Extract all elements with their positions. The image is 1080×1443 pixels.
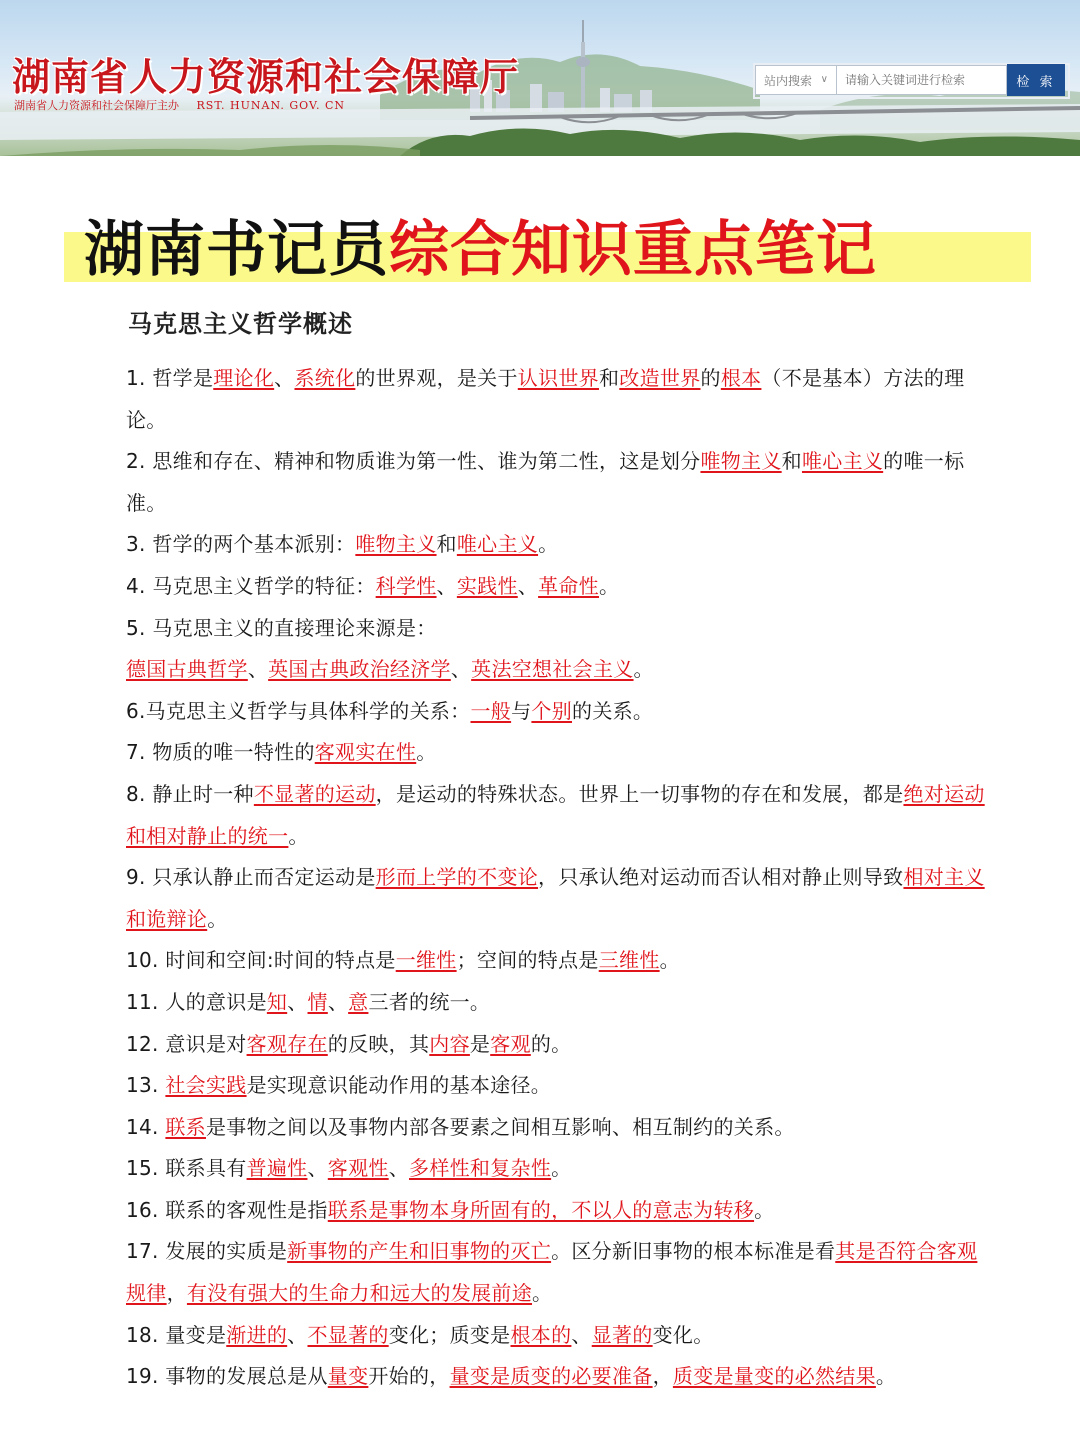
notes-list — [126, 358, 986, 1398]
note-text: 11. 人的意识是 — [126, 989, 267, 1014]
note-item — [126, 774, 986, 857]
note-item — [126, 1148, 986, 1190]
key-term: 改造世界 — [619, 366, 701, 390]
note-text: 、 — [450, 657, 472, 682]
note-text: 1. 哲学是 — [126, 366, 214, 390]
key-term: 个别 — [531, 698, 573, 723]
search-scope-label: 站内搜索 — [764, 73, 813, 88]
note-text: 。 — [754, 1197, 775, 1222]
site-banner — [0, 0, 1080, 156]
note-text: 变化。 — [652, 1322, 714, 1347]
note-text: 的世界观，是关于 — [355, 366, 518, 390]
note-text: 9. 只承认静止而否定运动是 — [126, 865, 376, 890]
note-text: ，是运动的特殊状态。世界上一切事物的存在和发展，都是 — [375, 781, 904, 806]
key-term: 意 — [348, 989, 369, 1014]
key-term: 唯物主义 — [700, 449, 782, 474]
note-text: 、 — [274, 366, 295, 390]
note-text: 变化；质变是 — [388, 1322, 511, 1347]
note-text: 、 — [307, 1156, 328, 1181]
note-text: 、 — [388, 1156, 410, 1181]
key-term: 知 — [266, 989, 288, 1014]
note-text: 的唯一标准。 — [126, 449, 965, 515]
note-text: ，只承认绝对运动而否认相对静止则导致 — [538, 865, 904, 890]
key-term: 不显著的运动 — [253, 781, 376, 806]
note-text: 2. 思维和存在、精神和物质谁为第一性、谁为第二性，这是划分 — [126, 449, 701, 474]
key-term: 量变 — [327, 1364, 369, 1389]
note-text: 10. 时间和空间:时间的特点是 — [126, 948, 396, 973]
note-text: 18. 量变是 — [126, 1322, 227, 1347]
key-term: 有没有强大的生命力和远大的发展前途 — [186, 1281, 533, 1306]
key-term: 绝对运动和相对静止的统一 — [126, 781, 985, 848]
note-text: 、 — [517, 573, 539, 598]
key-term: 多样性和复杂性 — [409, 1156, 552, 1181]
note-text: 和 — [781, 449, 802, 474]
note-text: 和 — [436, 532, 457, 557]
key-term: 认识世界 — [517, 366, 599, 390]
search-input[interactable] — [837, 65, 1007, 95]
note-text: 的。 — [530, 1031, 572, 1056]
key-term: 情 — [307, 989, 328, 1014]
note-text: 5. 马克思主义的直接理论来源是： — [126, 615, 437, 640]
note-item — [126, 524, 986, 566]
note-text: 。区分新旧事物的根本标准是看 — [551, 1239, 836, 1264]
site-subtitle — [14, 97, 345, 113]
note-text: 是事物之间以及事物内部各要素之间相互影响、相互制约的关系。 — [205, 1114, 795, 1139]
note-text: 3. 哲学的两个基本派别： — [126, 532, 356, 557]
key-term: 唯心主义 — [801, 449, 884, 474]
note-text: （不是基本）方法的理论。 — [126, 366, 965, 432]
key-term: 革命性 — [538, 573, 599, 598]
page-title — [84, 210, 877, 290]
note-text: 和 — [598, 366, 620, 390]
note-text: 8. 静止时一种 — [126, 781, 254, 806]
note-item — [126, 691, 986, 733]
note-text: 开始的， — [368, 1364, 450, 1389]
note-text: 16. 联系的客观性是指 — [126, 1197, 328, 1222]
key-term: 一般 — [470, 698, 512, 723]
site-sponsor: 湖南省人力资源和社会保障厅主办 — [14, 99, 179, 112]
note-text: 是 — [469, 1031, 491, 1056]
key-term: 普遍性 — [246, 1156, 308, 1181]
note-text: 。 — [207, 906, 228, 931]
note-text: 4. 马克思主义哲学的特征： — [126, 573, 376, 598]
note-text: 。 — [875, 1364, 897, 1389]
note-text: 、 — [287, 1322, 308, 1347]
note-item — [126, 358, 986, 441]
note-text: 19. 事物的发展总是从 — [126, 1364, 328, 1389]
note-text: 。 — [598, 573, 620, 598]
note-item — [126, 1231, 986, 1314]
page-title-part2: 综合知识重点笔记 — [389, 215, 877, 285]
key-term: 客观实在性 — [314, 740, 417, 765]
key-term: 英法空想社会主义 — [471, 657, 634, 682]
key-term: 三维性 — [598, 948, 660, 973]
key-term: 内容 — [429, 1031, 470, 1056]
note-text: 13. — [126, 1073, 166, 1098]
note-item — [126, 982, 986, 1024]
note-text: 7. 物质的唯一特性的 — [126, 740, 315, 765]
note-text: 。 — [551, 1156, 572, 1181]
key-term: 客观 — [490, 1031, 531, 1056]
key-term: 系统化 — [294, 366, 356, 390]
note-item — [126, 940, 986, 982]
key-term: 科学性 — [375, 573, 437, 598]
key-term: 根本 — [720, 366, 762, 390]
note-text: 。 — [288, 823, 309, 848]
note-text: 的关系。 — [572, 698, 654, 723]
note-item — [126, 1024, 986, 1066]
note-text: 17. 发展的实质是 — [126, 1239, 288, 1264]
key-term: 渐进的 — [226, 1322, 288, 1347]
note-text: 14. — [126, 1114, 166, 1139]
key-term: 其是否符合客观规律 — [126, 1239, 978, 1306]
note-item — [126, 1190, 986, 1232]
note-item — [126, 732, 986, 774]
note-text: 、 — [327, 989, 349, 1014]
search-button[interactable]: 检 索 — [1007, 64, 1065, 96]
section-title: 马克思主义哲学概述 — [128, 310, 353, 338]
note-text: 、 — [571, 1322, 592, 1347]
key-term: 德国古典哲学 — [126, 657, 248, 682]
note-text: 的 — [700, 366, 721, 390]
key-term: 显著的 — [591, 1322, 653, 1347]
site-domain[interactable]: RST. HUNAN. GOV. CN — [196, 99, 346, 112]
note-text: 。 — [659, 948, 680, 973]
note-text: 12. 意识是对 — [126, 1031, 247, 1056]
key-term: 联系是事物本身所固有的，不以人的意志为转移 — [327, 1197, 755, 1222]
key-term: 联系 — [165, 1114, 206, 1139]
key-term: 量变是质变的必要准备 — [449, 1364, 653, 1389]
note-text: 。 — [633, 657, 654, 682]
note-text: 。 — [416, 740, 437, 765]
key-term: 客观性 — [327, 1156, 389, 1181]
note-item — [126, 1065, 986, 1107]
note-text: 15. 联系具有 — [126, 1156, 247, 1181]
site-title[interactable]: 湖南省人力资源和社会保障厅 — [12, 55, 520, 99]
note-text: 6.马克思主义哲学与具体科学的关系： — [126, 698, 471, 723]
note-text: 。 — [538, 532, 559, 557]
note-item — [126, 857, 986, 940]
key-term: 唯物主义 — [355, 532, 437, 557]
note-text: ， — [166, 1281, 187, 1306]
note-item — [126, 1315, 986, 1357]
key-term: 社会实践 — [165, 1073, 247, 1098]
note-text: ；空间的特点是 — [456, 948, 599, 973]
key-term: 根本的 — [510, 1322, 572, 1347]
key-term: 新事物的产生和旧事物的灭亡 — [287, 1239, 552, 1264]
note-text: 的反映，其 — [327, 1031, 430, 1056]
note-text: 与 — [511, 698, 532, 723]
note-text: 。 — [532, 1281, 553, 1306]
key-term: 质变是量变的必然结果 — [672, 1364, 876, 1389]
note-text: 、 — [287, 989, 308, 1014]
note-text: 是实现意识能动作用的基本途径。 — [246, 1073, 552, 1098]
search-scope-select[interactable] — [755, 65, 837, 95]
key-term: 唯心主义 — [456, 532, 539, 557]
key-term: 形而上学的不变论 — [375, 865, 539, 890]
key-term: 英国古典政治经济学 — [268, 657, 451, 682]
note-text: ， — [652, 1364, 673, 1389]
key-term: 实践性 — [456, 573, 518, 598]
page-title-part1: 湖南书记员 — [84, 215, 389, 285]
note-text: 三者的统一。 — [368, 989, 491, 1014]
key-term: 相对主义和诡辩论 — [126, 865, 985, 931]
key-term: 不显著的 — [307, 1322, 389, 1347]
note-item — [126, 566, 986, 608]
note-item — [126, 1356, 986, 1398]
key-term: 一维性 — [395, 948, 457, 973]
note-item — [126, 1107, 986, 1149]
note-text: 、 — [436, 573, 457, 598]
site-search — [755, 65, 1068, 97]
key-term: 理论化 — [213, 366, 275, 390]
chevron-down-icon: ∨ — [820, 74, 828, 85]
note-item — [126, 608, 986, 691]
note-text: 、 — [247, 657, 269, 682]
note-item — [126, 441, 986, 524]
key-term: 客观存在 — [246, 1031, 328, 1056]
